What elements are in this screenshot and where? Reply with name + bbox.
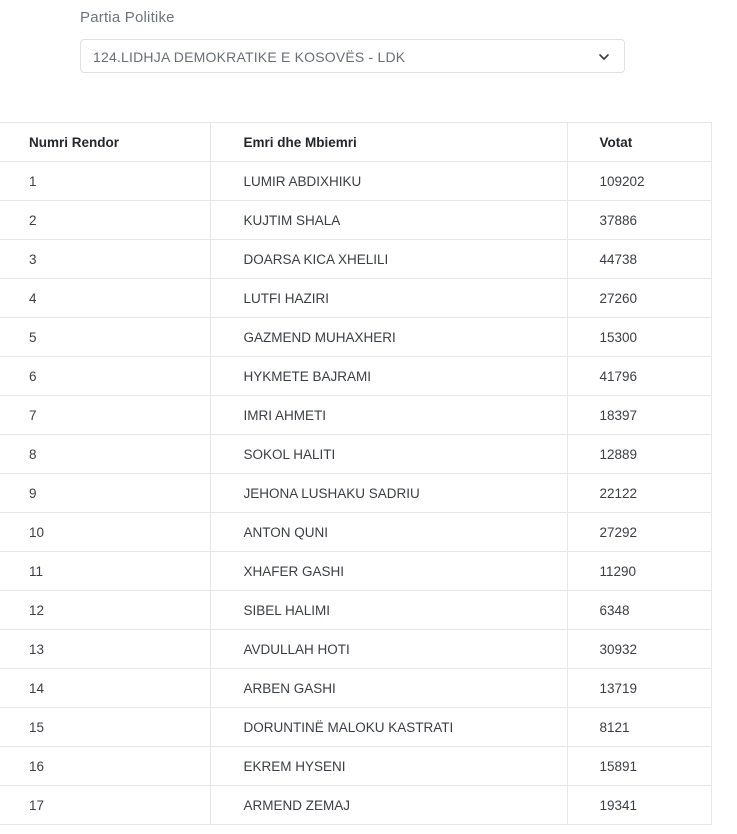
cell-votes: 27260 (567, 279, 711, 318)
party-select-value: 124.LIDHJA DEMOKRATIKE E KOSOVËS - LDK (93, 49, 406, 65)
cell-votes: 109202 (567, 162, 711, 201)
table-row (0, 513, 711, 552)
cell-name: LUMIR ABDIXHIKU (210, 162, 567, 201)
table-row (0, 786, 711, 825)
cell-name: JEHONA LUSHAKU SADRIU (210, 474, 567, 513)
cell-number: 3 (0, 240, 210, 279)
party-filter-label: Partia Politike (80, 9, 175, 26)
cell-name: AVDULLAH HOTI (210, 630, 567, 669)
table-row (0, 357, 711, 396)
table-row (0, 552, 711, 591)
table-row (0, 201, 711, 240)
table-row (0, 162, 711, 201)
table-row (0, 318, 711, 357)
column-header-name[interactable]: Emri dhe Mbiemri (210, 123, 567, 162)
cell-name: SOKOL HALITI (210, 435, 567, 474)
cell-votes: 18397 (567, 396, 711, 435)
table-row (0, 669, 711, 708)
table-header-row (0, 123, 711, 162)
cell-name: ANTON QUNI (210, 513, 567, 552)
cell-number: 17 (0, 786, 210, 825)
cell-name: SIBEL HALIMI (210, 591, 567, 630)
cell-name: EKREM HYSENI (210, 747, 567, 786)
cell-votes: 41796 (567, 357, 711, 396)
cell-name: ARBEN GASHI (210, 669, 567, 708)
table-row (0, 396, 711, 435)
cell-number: 11 (0, 552, 210, 591)
cell-votes: 12889 (567, 435, 711, 474)
table-row (0, 240, 711, 279)
table-row (0, 747, 711, 786)
cell-number: 4 (0, 279, 210, 318)
cell-name: HYKMETE BAJRAMI (210, 357, 567, 396)
cell-number: 14 (0, 669, 210, 708)
cell-votes: 27292 (567, 513, 711, 552)
table-body (0, 162, 711, 825)
cell-votes: 6348 (567, 591, 711, 630)
cell-number: 9 (0, 474, 210, 513)
cell-name: LUTFI HAZIRI (210, 279, 567, 318)
cell-votes: 15300 (567, 318, 711, 357)
table-row (0, 474, 711, 513)
cell-votes: 37886 (567, 201, 711, 240)
cell-votes: 15891 (567, 747, 711, 786)
cell-votes: 44738 (567, 240, 711, 279)
column-header-number[interactable]: Numri Rendor (0, 123, 210, 162)
candidates-table (0, 122, 712, 825)
cell-name: DOARSA KICA XHELILI (210, 240, 567, 279)
cell-number: 10 (0, 513, 210, 552)
table-row (0, 630, 711, 669)
cell-votes: 19341 (567, 786, 711, 825)
cell-votes: 8121 (567, 708, 711, 747)
table-row (0, 591, 711, 630)
cell-name: XHAFER GASHI (210, 552, 567, 591)
table-row (0, 279, 711, 318)
cell-number: 1 (0, 162, 210, 201)
column-header-votes[interactable]: Votat (567, 123, 711, 162)
table-row (0, 435, 711, 474)
cell-votes: 22122 (567, 474, 711, 513)
cell-number: 16 (0, 747, 210, 786)
table-row (0, 708, 711, 747)
cell-number: 7 (0, 396, 210, 435)
cell-number: 15 (0, 708, 210, 747)
cell-name: GAZMEND MUHAXHERI (210, 318, 567, 357)
cell-name: DORUNTINË MALOKU KASTRATI (210, 708, 567, 747)
cell-number: 12 (0, 591, 210, 630)
cell-votes: 11290 (567, 552, 711, 591)
cell-number: 13 (0, 630, 210, 669)
party-select[interactable] (80, 39, 625, 73)
cell-name: KUJTIM SHALA (210, 201, 567, 240)
cell-votes: 30932 (567, 630, 711, 669)
cell-number: 6 (0, 357, 210, 396)
cell-number: 2 (0, 201, 210, 240)
cell-number: 5 (0, 318, 210, 357)
cell-name: IMRI AHMETI (210, 396, 567, 435)
cell-votes: 13719 (567, 669, 711, 708)
cell-number: 8 (0, 435, 210, 474)
chevron-down-icon (598, 51, 610, 63)
cell-name: ARMEND ZEMAJ (210, 786, 567, 825)
